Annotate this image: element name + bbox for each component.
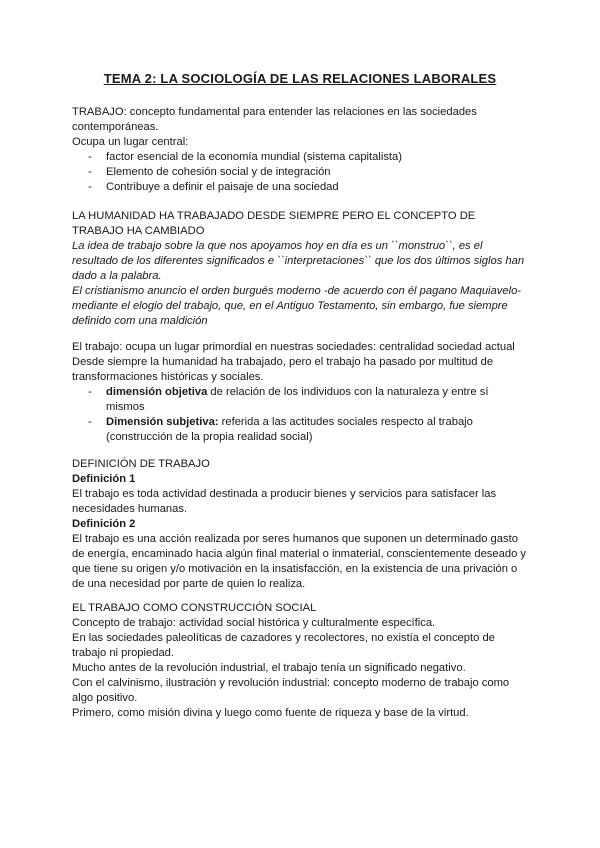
definition-text: El trabajo es toda actividad destinada a producir bienes y servicios para satisfacer las necesidades humanas. <box>72 488 497 515</box>
dimension-list <box>72 385 528 445</box>
definition-2-label: Definición 2 <box>72 518 136 530</box>
definition-label <box>72 472 528 487</box>
italic-paragraph: El cristianismo anuncio el orden burgués moderno -de acuerdo con él pagano Maquiavelo- mediante el elogio del trabajo, que, en el Antiguo Testamento, sin embargo, fue siempre definido com una maldición <box>72 285 522 327</box>
section-definicion <box>72 457 528 592</box>
definition-1-label: Definición 1 <box>72 473 136 485</box>
section-construccion <box>72 601 528 721</box>
term-description: de relación de los individuos con la naturaleza y entre sí mismos <box>106 386 489 413</box>
list-item: - Elemento de cohesión social y de integración <box>72 165 528 180</box>
paragraph: El trabajo: ocupa un lugar primordial en nuestras sociedades: centralidad sociedad actual <box>72 341 515 353</box>
bold-term: Dimensión subjetiva: <box>106 416 219 428</box>
paragraph: Desde siempre la humanidad ha trabajado, pero el trabajo ha pasado por multitud de transformaciones históricas y sociales. <box>72 356 494 383</box>
section-humanidad <box>72 209 528 329</box>
paragraph: Con el calvinismo, ilustración y revolución industrial: concepto moderno de trabajo como algo positivo. <box>72 677 510 704</box>
definition-text: El trabajo es una acción realizada por seres humanos que suponen un determinado gasto de energía, encaminado hacia algún final material o inmaterial, conscientemente deseado y que tiene su origen y/o motivación en la insatisfacción, en la existencia de una privación o de una necesidad por parte de quien lo realiza. <box>72 533 526 590</box>
central-list <box>72 150 528 195</box>
lead-text: Ocupa un lugar central: <box>72 136 189 148</box>
term-description: referida a las actitudes sociales respecto al trabajo (construcción de la propia realidad social) <box>106 416 473 443</box>
section-heading: EL TRABAJO COMO CONSTRUCCIÓN SOCIAL <box>72 602 317 614</box>
list-item <box>72 415 528 445</box>
section-centralidad <box>72 340 528 445</box>
section-heading: LA HUMANIDAD HA TRABAJADO DESDE SIEMPRE PERO EL CONCEPTO DE TRABAJO HA CAMBIADO <box>72 210 476 237</box>
section-trabajo <box>72 105 528 195</box>
italic-paragraph: La idea de trabajo sobre la que nos apoyamos hoy en día es un ``monstruo``, es el resultado de los diferentes significados e ``interpretaciones`` que los dos últimos siglos han dado a la palabra. <box>72 240 525 282</box>
paragraph: Mucho antes de la revolución industrial, el trabajo tenía un significado negativo. <box>72 662 466 674</box>
bold-term: dimensión objetiva <box>106 386 208 398</box>
definition-label <box>72 517 528 532</box>
intro-paragraph: TRABAJO: concepto fundamental para entender las relaciones en las sociedades contemporáneas. <box>72 106 477 133</box>
list-item: - factor esencial de la economía mundial (sistema capitalista) <box>72 150 528 165</box>
list-item <box>72 385 528 415</box>
list-item: - Contribuye a definir el paisaje de una sociedad <box>72 180 528 195</box>
paragraph: Concepto de trabajo: actividad social histórica y culturalmente específica. <box>72 617 436 629</box>
paragraph: Primero, como misión divina y luego como fuente de riqueza y base de la virtud. <box>72 707 469 719</box>
paragraph: En las sociedades paleolíticas de cazadores y recolectores, no existía el concepto de trabajo ni propiedad. <box>72 632 495 659</box>
section-heading: DEFINICIÓN DE TRABAJO <box>72 458 210 470</box>
document-title: TEMA 2: LA SOCIOLOGÍA DE LAS RELACIONES LABORALES <box>103 71 497 86</box>
